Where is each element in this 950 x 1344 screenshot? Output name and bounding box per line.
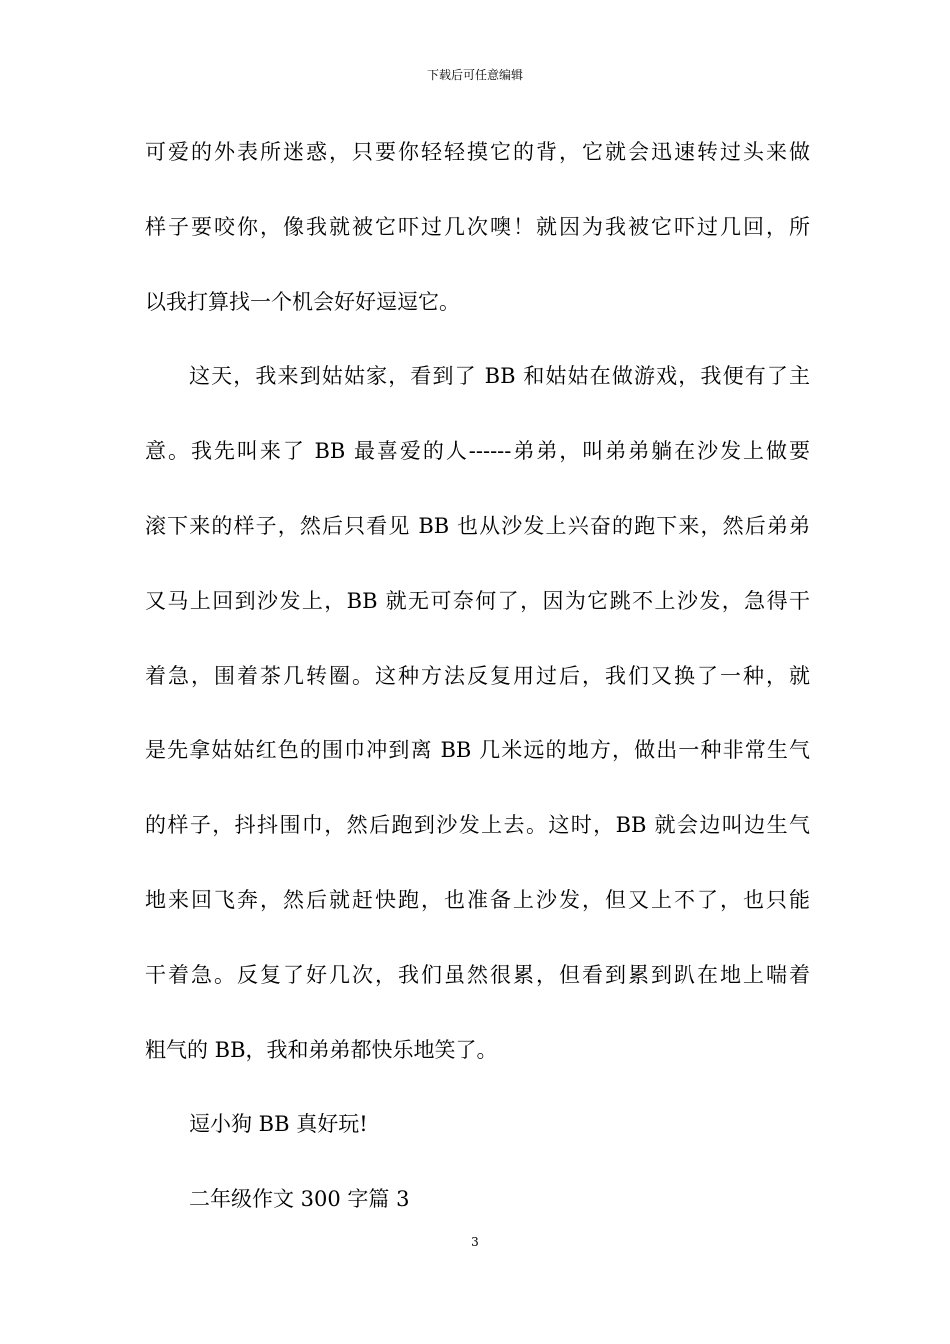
text-line: 可爱的外表所迷惑，只要你轻轻摸它的背，它就会迅速转过头来做 <box>145 140 810 164</box>
text-line: 粗气的 BB，我和弟弟都快乐地笑了。 <box>145 1037 498 1062</box>
section-heading: 二年级作文 300 字篇 3 <box>189 1187 410 1212</box>
text-line: 干着急。反复了好几次，我们虽然很累，但看到累到趴在地上喘着 <box>145 962 810 987</box>
text-line: 着急，围着茶几转圈。这种方法反复用过后，我们又换了一种，就 <box>145 663 810 688</box>
text-line: 样子要咬你，像我就被它吓过几次噢！就因为我被它吓过几回，所 <box>145 214 810 239</box>
text-line: 意。我先叫来了 BB 最喜爱的人------弟弟，叫弟弟躺在沙发上做要 <box>145 439 810 464</box>
text-line: 地来回飞奔，然后就赶快跑，也准备上沙发，但又上不了，也只能 <box>145 887 810 912</box>
page-header: 下载后可任意编辑 <box>426 68 523 82</box>
text-line: 以我打算找一个机会好好逗逗它。 <box>145 289 460 314</box>
document-body <box>145 127 810 1249</box>
text-line: 又马上回到沙发上，BB 就无可奈何了，因为它跳不上沙发，急得干 <box>145 588 810 613</box>
text-line: 的样子，抖抖围巾，然后跑到沙发上去。这时，BB 就会边叫边生气 <box>145 813 810 838</box>
text-line: 滚下来的样子，然后只看见 BB 也从沙发上兴奋的跑下来，然后弟弟 <box>145 513 810 538</box>
paragraph-start-line: 这天，我来到姑姑家，看到了 BB 和姑姑在做游戏，我便有了主 <box>189 364 810 389</box>
text-line: 是先拿姑姑红色的围巾冲到离 BB 几米远的地方，做出一种非常生气 <box>145 738 810 763</box>
paragraph-line: 逗小狗 BB 真好玩! <box>189 1112 368 1137</box>
page-number: 3 <box>471 1235 479 1249</box>
